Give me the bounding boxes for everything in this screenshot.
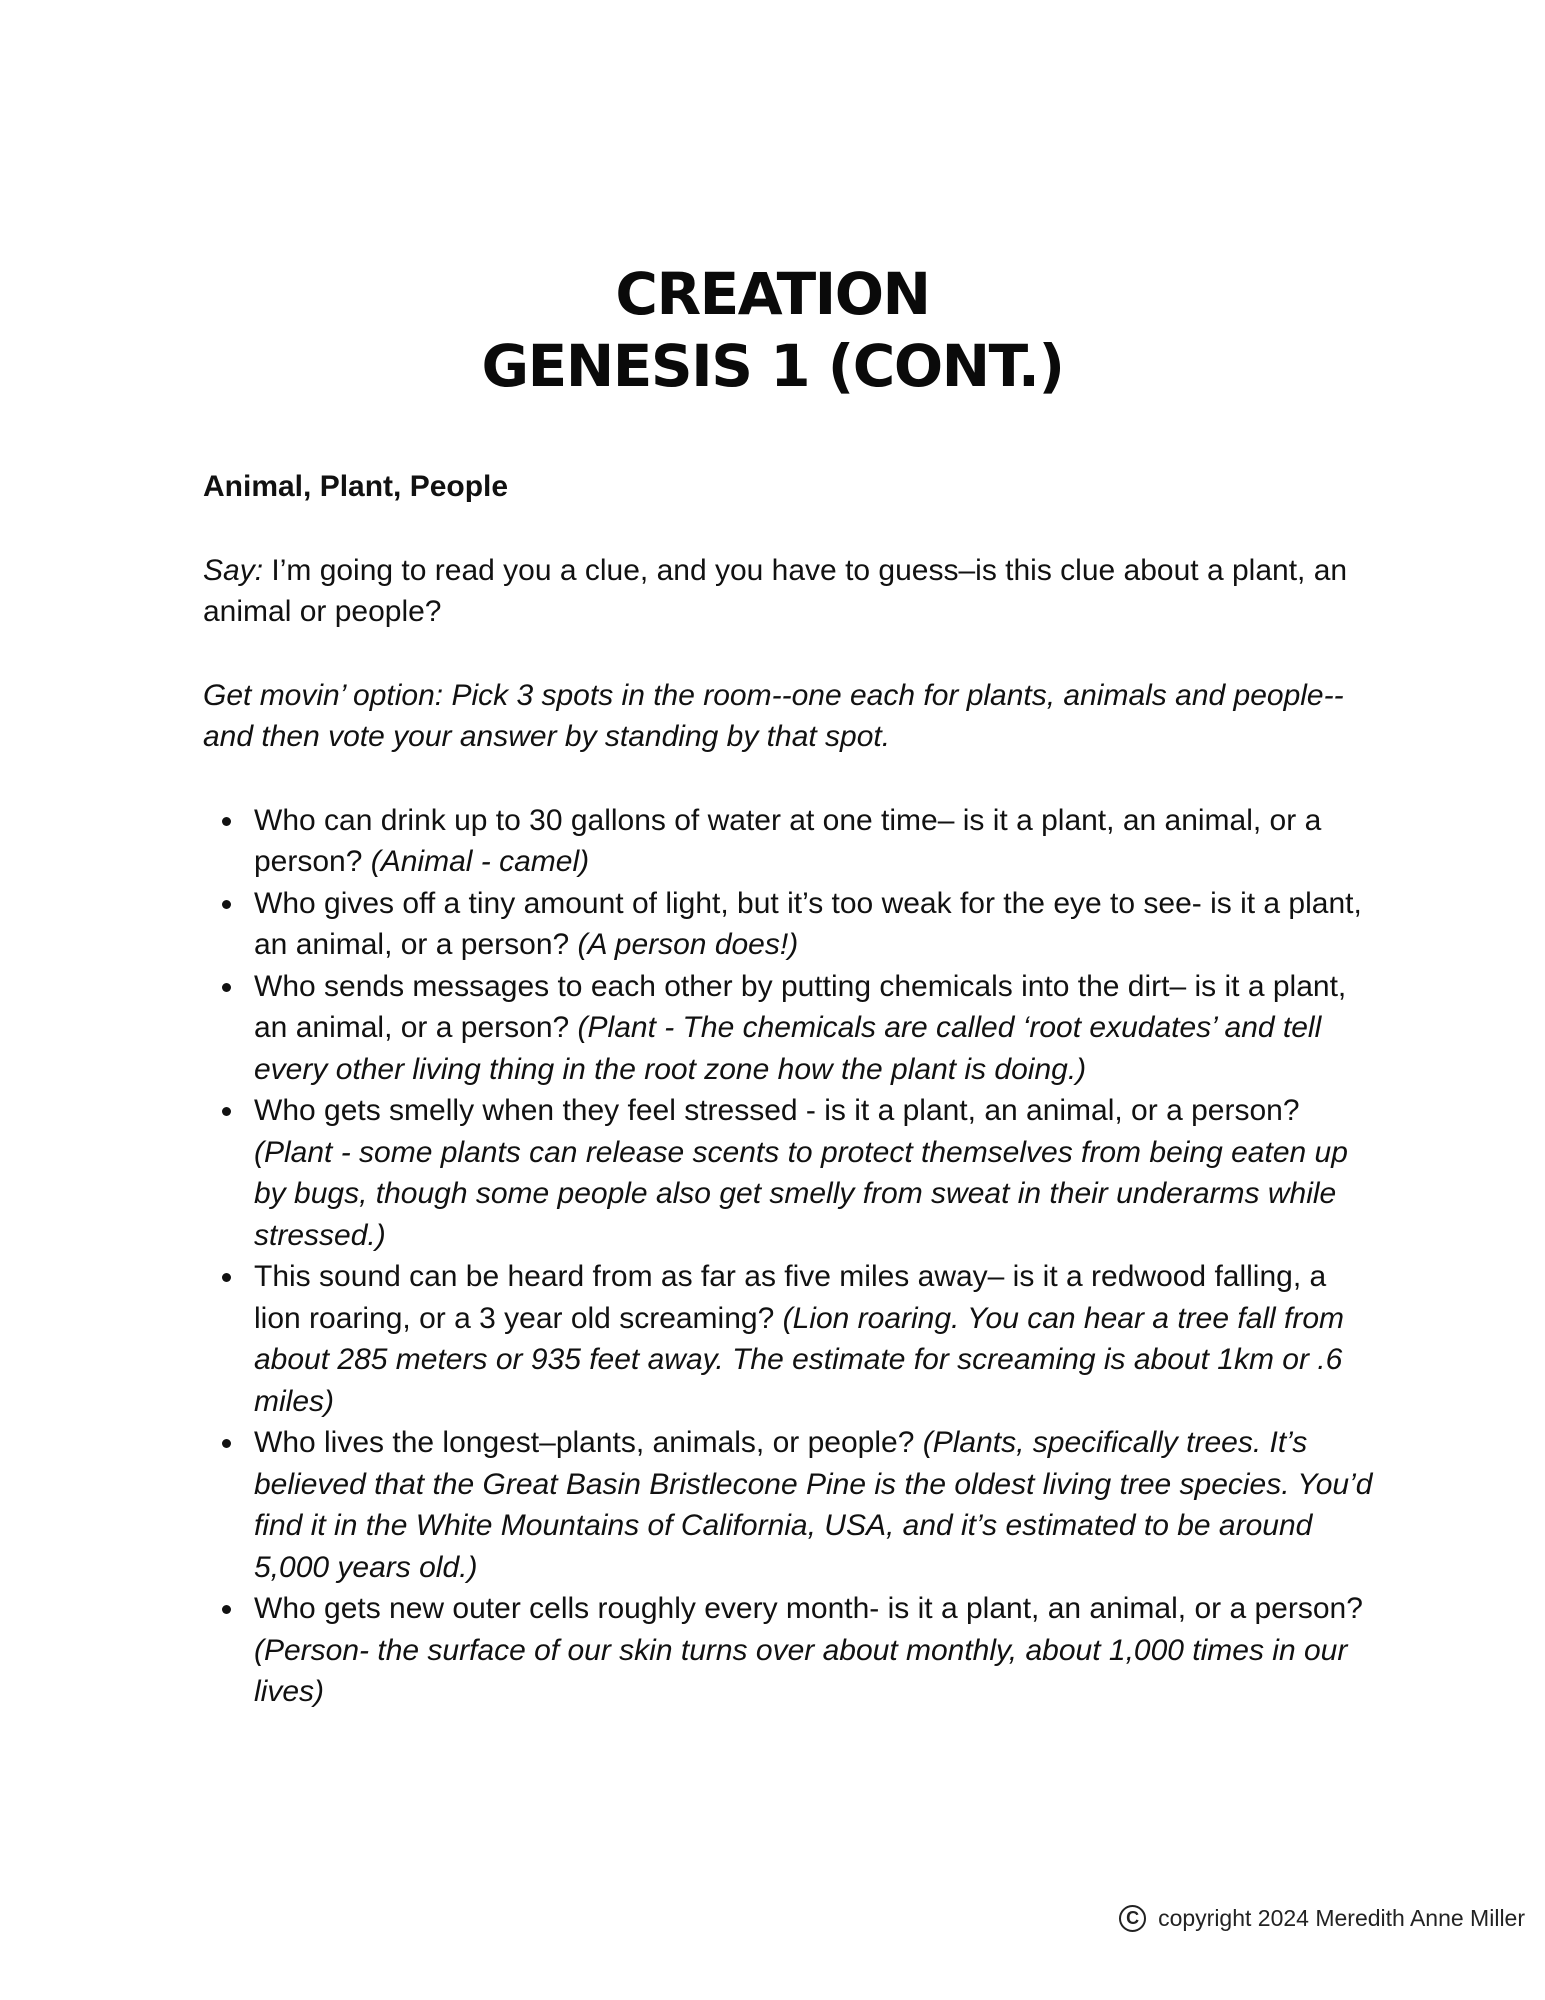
clue-question: Who can drink up to 30 gallons of water at one time– is it a plant, an animal, or a person? <box>254 803 1322 878</box>
clue-answer: (A person does!) <box>577 928 799 961</box>
clue-answer: (Plant - The chemicals are called ‘root exudates’ and tell every other living thing in the root zone how the plant is doing.) <box>254 1011 1322 1086</box>
list-item <box>203 1422 1373 1588</box>
bullet-icon <box>222 900 231 909</box>
bullet-icon <box>222 817 231 826</box>
clue-answer: (Animal - camel) <box>370 845 590 878</box>
main-content <box>203 466 1373 1713</box>
clue-question: Who gives off a tiny amount of light, but it’s too weak for the eye to see- is it a plant, an animal, or a person? <box>254 886 1362 961</box>
list-item <box>203 966 1373 1091</box>
clue-list <box>203 800 1373 1713</box>
section-heading: Animal, Plant, People <box>203 470 509 503</box>
list-item <box>203 800 1373 883</box>
bullet-icon <box>222 983 231 992</box>
option-paragraph: Get movin’ option: Pick 3 spots in the room--one each for plants, animals and people--and then vote your answer by standing by that spot. <box>203 678 1344 753</box>
list-item <box>203 1256 1373 1422</box>
page-title <box>0 258 1545 402</box>
clue-question: Who lives the longest–plants, animals, or people? <box>254 1426 923 1459</box>
bullet-icon <box>222 1605 231 1614</box>
copyright-text: copyright 2024 Meredith Anne Miller <box>1158 1905 1525 1931</box>
list-item <box>203 1588 1373 1713</box>
clue-answer: (Plants, specifically trees. It’s believed that the Great Basin Bristlecone Pine is the oldest living tree species. You’d find it in the White Mountains of California, USA, and it’s estimated to be around 5,000 years old.) <box>254 1426 1373 1584</box>
clue-question: Who gets new outer cells roughly every month- is it a plant, an animal, or a person? <box>254 1592 1363 1625</box>
clue-answer: (Lion roaring. You can hear a tree fall from about 285 meters or 935 feet away. The estimate for screaming is about 1km or .6 miles) <box>254 1301 1345 1418</box>
list-item <box>203 883 1373 966</box>
title-line-1: CREATION <box>615 260 930 328</box>
clue-question: This sound can be heard from as far as five miles away– is it a redwood falling, a lion roaring, or a 3 year old screaming? <box>254 1260 1327 1335</box>
bullet-icon <box>222 1107 231 1116</box>
copyright-footer <box>1119 1903 1525 1933</box>
clue-question: Who sends messages to each other by putting chemicals into the dirt– is it a plant, an animal, or a person? <box>254 969 1347 1044</box>
bullet-icon <box>222 1439 231 1448</box>
say-label: Say: <box>203 553 264 587</box>
title-line-2: GENESIS 1 (CONT.) <box>481 332 1064 400</box>
copyright-icon: C <box>1119 1905 1146 1932</box>
clue-answer: (Person- the surface of our skin turns over about monthly, about 1,000 times in our lives) <box>254 1633 1348 1708</box>
clue-answer: (Plant - some plants can release scents to protect themselves from being eaten up by bugs, though some people also get smelly from sweat in their underarms while stressed.) <box>254 1135 1348 1252</box>
say-text: I’m going to read you a clue, and you have to guess–is this clue about a plant, an animal or people? <box>203 553 1348 628</box>
say-paragraph <box>203 550 1373 633</box>
list-item <box>203 1090 1373 1256</box>
bullet-icon <box>222 1273 231 1282</box>
clue-question: Who gets smelly when they feel stressed - is it a plant, an animal, or a person? <box>254 1094 1300 1127</box>
